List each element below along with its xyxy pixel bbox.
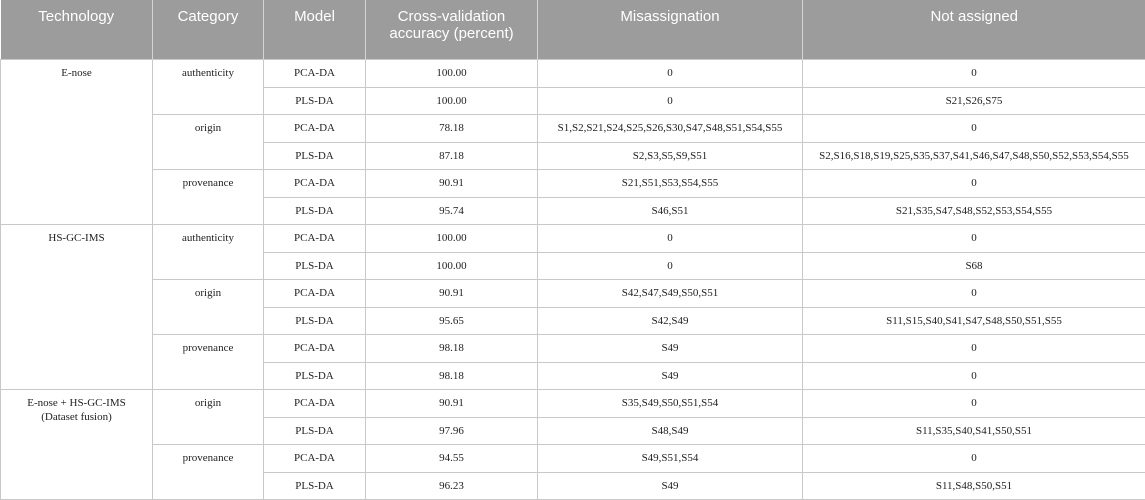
not-assigned-cell: 0	[803, 390, 1145, 418]
accuracy-cell: 98.18	[366, 335, 538, 363]
model-cell: PCA-DA	[264, 225, 366, 253]
table-body	[1, 60, 1145, 500]
misassignation-cell: S42,S49	[538, 307, 803, 335]
not-assigned-cell: 0	[803, 225, 1145, 253]
not-assigned-cell: S68	[803, 252, 1145, 280]
misassignation-cell: 0	[538, 252, 803, 280]
not-assigned-cell: S2,S16,S18,S19,S25,S35,S37,S41,S46,S47,S48,S50,S52,S53,S54,S55	[803, 142, 1145, 170]
table-row	[1, 280, 1145, 308]
table-row	[1, 335, 1145, 363]
category-cell: origin	[153, 115, 264, 170]
accuracy-cell: 94.55	[366, 445, 538, 473]
table-row	[1, 390, 1145, 418]
table-row	[1, 115, 1145, 143]
technology-cell	[1, 390, 153, 500]
model-cell: PLS-DA	[264, 142, 366, 170]
category-cell: provenance	[153, 445, 264, 500]
category-cell: authenticity	[153, 60, 264, 115]
category-cell: provenance	[153, 170, 264, 225]
misassignation-cell: S48,S49	[538, 417, 803, 445]
model-cell: PCA-DA	[264, 170, 366, 198]
header-model: Model	[264, 0, 366, 60]
header-category: Category	[153, 0, 264, 60]
technology-cell: E-nose	[1, 60, 153, 225]
misassignation-cell: 0	[538, 225, 803, 253]
table-row	[1, 170, 1145, 198]
not-assigned-cell: 0	[803, 445, 1145, 473]
accuracy-cell: 97.96	[366, 417, 538, 445]
model-cell: PCA-DA	[264, 335, 366, 363]
misassignation-cell: 0	[538, 87, 803, 115]
accuracy-cell: 95.74	[366, 197, 538, 225]
misassignation-cell: S1,S2,S21,S24,S25,S26,S30,S47,S48,S51,S54,S55	[538, 115, 803, 143]
accuracy-cell: 78.18	[366, 115, 538, 143]
accuracy-cell: 96.23	[366, 472, 538, 500]
accuracy-cell: 90.91	[366, 390, 538, 418]
misassignation-cell: S49	[538, 362, 803, 390]
misassignation-cell: S35,S49,S50,S51,S54	[538, 390, 803, 418]
accuracy-cell: 87.18	[366, 142, 538, 170]
misassignation-cell: 0	[538, 60, 803, 88]
model-cell: PLS-DA	[264, 472, 366, 500]
technology-name: E-nose + HS-GC-IMS	[5, 396, 148, 410]
model-cell: PLS-DA	[264, 87, 366, 115]
misassignation-cell: S2,S3,S5,S9,S51	[538, 142, 803, 170]
not-assigned-cell: 0	[803, 335, 1145, 363]
not-assigned-cell: S21,S35,S47,S48,S52,S53,S54,S55	[803, 197, 1145, 225]
technology-subtitle: (Dataset fusion)	[5, 410, 148, 424]
misassignation-cell: S49	[538, 335, 803, 363]
accuracy-cell: 90.91	[366, 280, 538, 308]
header-misassignation: Misassignation	[538, 0, 803, 60]
model-cell: PCA-DA	[264, 280, 366, 308]
header-not-assigned: Not assigned	[803, 0, 1145, 60]
accuracy-cell: 95.65	[366, 307, 538, 335]
category-cell: provenance	[153, 335, 264, 390]
model-cell: PCA-DA	[264, 115, 366, 143]
model-cell: PLS-DA	[264, 362, 366, 390]
category-cell: origin	[153, 390, 264, 445]
model-cell: PCA-DA	[264, 60, 366, 88]
misassignation-cell: S42,S47,S49,S50,S51	[538, 280, 803, 308]
header-row	[1, 0, 1145, 60]
not-assigned-cell: 0	[803, 115, 1145, 143]
misassignation-cell: S46,S51	[538, 197, 803, 225]
accuracy-cell: 100.00	[366, 225, 538, 253]
accuracy-cell: 100.00	[366, 87, 538, 115]
not-assigned-cell: 0	[803, 280, 1145, 308]
accuracy-cell: 100.00	[366, 252, 538, 280]
category-cell: origin	[153, 280, 264, 335]
model-cell: PCA-DA	[264, 390, 366, 418]
model-cell: PLS-DA	[264, 307, 366, 335]
not-assigned-cell: S11,S15,S40,S41,S47,S48,S50,S51,S55	[803, 307, 1145, 335]
model-cell: PCA-DA	[264, 445, 366, 473]
accuracy-cell: 90.91	[366, 170, 538, 198]
misassignation-cell: S49,S51,S54	[538, 445, 803, 473]
model-cell: PLS-DA	[264, 417, 366, 445]
model-cell: PLS-DA	[264, 252, 366, 280]
table-row	[1, 225, 1145, 253]
not-assigned-cell: S21,S26,S75	[803, 87, 1145, 115]
not-assigned-cell: S11,S35,S40,S41,S50,S51	[803, 417, 1145, 445]
not-assigned-cell: S11,S48,S50,S51	[803, 472, 1145, 500]
not-assigned-cell: 0	[803, 170, 1145, 198]
accuracy-cell: 100.00	[366, 60, 538, 88]
table-row	[1, 60, 1145, 88]
category-cell: authenticity	[153, 225, 264, 280]
header-technology: Technology	[1, 0, 153, 60]
table-row	[1, 445, 1145, 473]
technology-cell: HS-GC-IMS	[1, 225, 153, 390]
accuracy-cell: 98.18	[366, 362, 538, 390]
misassignation-cell: S21,S51,S53,S54,S55	[538, 170, 803, 198]
misassignation-cell: S49	[538, 472, 803, 500]
not-assigned-cell: 0	[803, 362, 1145, 390]
model-cell: PLS-DA	[264, 197, 366, 225]
header-accuracy: Cross-validation accuracy (percent)	[366, 0, 538, 60]
not-assigned-cell: 0	[803, 60, 1145, 88]
